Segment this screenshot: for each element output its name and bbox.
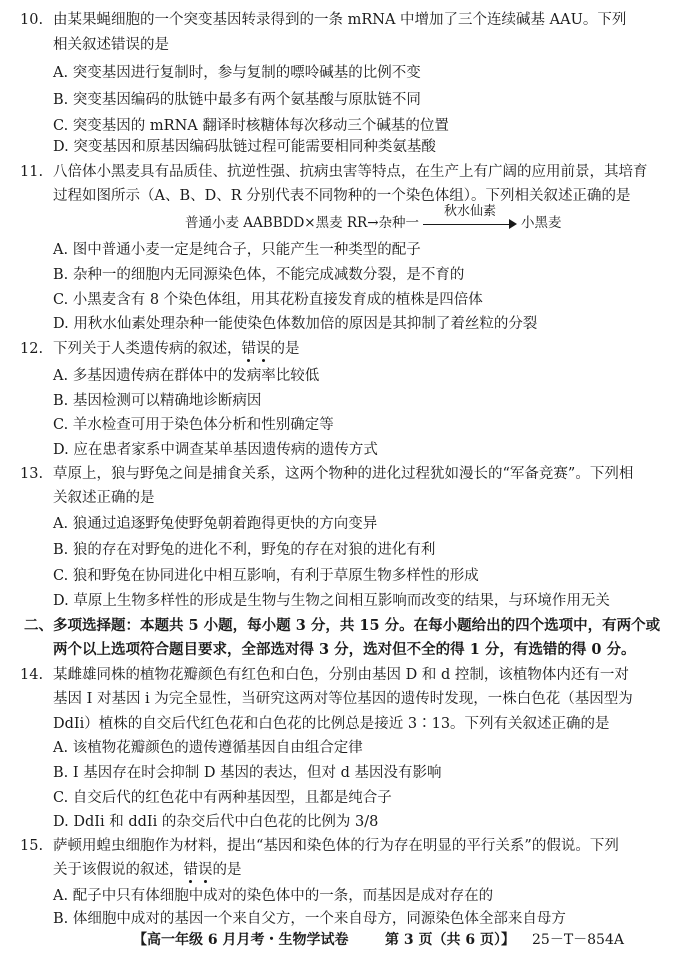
emphasis-char: 误: [256, 341, 271, 357]
question-15-stem-end: 的是: [212, 862, 242, 878]
question-12-option-c: C. 羊水检查可用于染色体分析和性别确定等: [53, 417, 334, 433]
question-11-option-c: C. 小黑麦含有 8 个染色体组，用其花粉直接发育成的植株是四倍体: [53, 292, 483, 308]
question-14-option-d: D. DdIi 和 ddIi 的杂交后代中白色花的比例为 3/8: [53, 814, 379, 830]
question-14-option-b: B. I 基因存在时会抑制 D 基因的表达，但对 d 基因没有影响: [53, 765, 442, 781]
question-11-option-a: A. 图中普通小麦一定是纯合子，只能产生一种类型的配子: [53, 242, 421, 258]
question-13-number: 13.: [20, 466, 44, 482]
diagram-arrow-label: 秋水仙素: [444, 204, 497, 219]
footer-paper-code: 25－T－854A: [532, 932, 624, 948]
question-13-option-a: A. 狼通过追逐野兔使野兔朝着跑得更快的方向变异: [53, 516, 378, 532]
question-10-stem-line1: 由某果蝇细胞的一个突变基因转录得到的一条 mRNA 中增加了三个连续碱基 AAU。下列: [53, 12, 627, 28]
question-10-option-d: D. 突变基因和原基因编码肽链过程可能需要相同种类氨基酸: [53, 139, 436, 155]
question-15-number: 15.: [20, 838, 44, 854]
question-15-stem-line2: [53, 860, 677, 880]
question-12-option-a: A. 多基因遗传病在群体中的发病率比较低: [53, 368, 320, 384]
breeding-process-diagram: [185, 204, 562, 233]
emphasis-char: 错: [183, 862, 198, 878]
question-13-option-c: C. 狼和野兔在协同进化中相互影响，有利于草原生物多样性的形成: [53, 568, 479, 584]
question-13-option-b: B. 狼的存在对野兔的进化不利，野兔的存在对狼的进化有利: [53, 542, 436, 558]
question-11-stem-line1: 八倍体小黑麦具有品质佳、抗逆性强、抗病虫害等特点，在生产上有广阔的应用前景，其培育: [53, 164, 648, 180]
question-12-stem: [53, 339, 677, 359]
question-11-number: 11.: [20, 164, 44, 180]
question-12-option-b: B. 基因检测可以精确地诊断病因: [53, 393, 262, 409]
question-15-option-b: B. 体细胞中成对的基因一个来自父方，一个来自母方，同源染色体全部来自母方: [53, 911, 566, 927]
section-2-heading-line1: 二、多项选择题：本题共 5 小题，每小题 3 分，共 15 分。在每小题给出的四个选项中，有两个或: [24, 617, 661, 634]
question-11-option-b: B. 杂种一的细胞内无同源染色体，不能完成减数分裂，是不育的: [53, 267, 465, 283]
question-12-option-d: D. 应在患者家系中调查某单基因遗传病的遗传方式: [53, 442, 378, 458]
question-13-stem-line1: 草原上，狼与野兔之间是捕食关系，这两个物种的进化过程犹如漫长的“军备竞赛”。下列相: [53, 466, 634, 482]
diagram-right-text: 小黑麦: [521, 215, 562, 231]
question-13-stem-line2: 关叙述正确的是: [53, 490, 155, 506]
question-11-stem-line2: 过程如图所示（A、B、D、R 分别代表不同物种的一个染色体组）。下列相关叙述正确的是: [53, 188, 631, 204]
question-12-number: 12.: [20, 341, 44, 357]
arrow-head-icon: [509, 219, 517, 229]
question-15-stem-line1: 萨顿用蝗虫细胞作为材料，提出“基因和染色体的行为存在明显的平行关系”的假说。下列: [53, 838, 619, 854]
question-10-option-a: A. 突变基因进行复制时，参与复制的嘌呤碱基的比例不变: [53, 65, 421, 81]
question-14-stem-line3: DdIi）植株的自交后代红色花和白色花的比例总是接近 3∶13。下列有关叙述正确的是: [53, 716, 610, 732]
diagram-arrow: [423, 204, 517, 233]
question-14-stem-line1: 某雌雄同株的植物花瓣颜色有红色和白色，分别由基因 D 和 d 控制，该植物体内还有一对: [53, 667, 629, 683]
question-10-stem-line2: 相关叙述错误的是: [53, 37, 169, 53]
question-12-stem-end: 的是: [270, 341, 300, 357]
section-2-heading-line2: 两个以上选项符合题目要求，全部选对得 3 分，选对但不全的得 1 分，有选错的得 0 分。: [53, 641, 636, 658]
emphasis-char: 错: [241, 341, 256, 357]
question-11-option-d: D. 用秋水仙素处理杂种一能使染色体数加倍的原因是其抑制了着丝粒的分裂: [53, 316, 538, 332]
question-10-number: 10.: [20, 12, 44, 28]
question-15-stem-text: 关于该假说的叙述，: [53, 862, 184, 878]
diagram-left-text: 普通小麦 AABBDD×黑麦 RR→杂种一: [185, 215, 420, 231]
footer-exam-title: 【高一年级 6 月月考・生物学试卷: [133, 932, 349, 948]
question-12-stem-text: 下列关于人类遗传病的叙述，: [53, 341, 242, 357]
question-14-stem-line2: 基因 I 对基因 i 为完全显性，当研究这两对等位基因的遗传时发现，一株白色花（基因型为: [53, 691, 633, 707]
question-14-option-a: A. 该植物花瓣颜色的遗传遵循基因自由组合定律: [53, 740, 363, 756]
question-10-option-b: B. 突变基因编码的肽链中最多有两个氨基酸与原肽链不同: [53, 92, 421, 108]
footer-page-number: 第 3 页（共 6 页）】: [385, 932, 515, 948]
question-14-number: 14.: [20, 667, 44, 683]
question-15-option-a: A. 配子中只有体细胞中成对的染色体中的一条，而基因是成对存在的: [53, 888, 494, 904]
emphasis-char: 误: [198, 862, 213, 878]
question-10-option-c: C. 突变基因的 mRNA 翻译时核糖体每次移动三个碱基的位置: [53, 118, 449, 134]
question-13-option-d: D. 草原上生物多样性的形成是生物与生物之间相互影响而改变的结果，与环境作用无关: [53, 593, 610, 609]
question-14-option-c: C. 自交后代的红色花中有两种基因型，且都是纯合子: [53, 790, 392, 806]
arrow-line-icon: [423, 224, 511, 225]
